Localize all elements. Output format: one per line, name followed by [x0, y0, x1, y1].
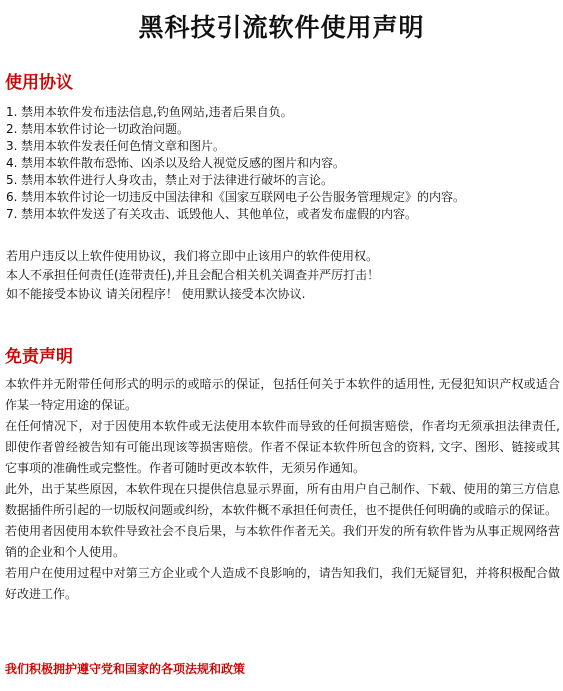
disclaimer-paragraph: 此外，出于某些原因，本软件现在只提供信息显示界面，所有由用户自己制作、下载、使用的第三方信息数据插件所引起的一切版权问题或纠纷，本软件概不承担任何责任，也不提供任何明确的或暗示的保证。 — [5, 482, 560, 517]
list-item-text: 禁用本软件讨论一切违反中国法律和《国家互联网电子公告服务管理规定》的内容。 — [21, 190, 466, 204]
disclaimer-paragraph: 本软件并无附带任何形式的明示的或暗示的保证，包括任何关于本软件的适用性, 无侵犯知识产权或适合作某一特定用途的保证。 — [5, 377, 560, 412]
list-item — [6, 172, 558, 189]
disclaimer-body — [5, 374, 560, 605]
disclaimer-paragraph: 若用户在使用过程中对第三方企业或个人造成不良影响的，请告知我们，我们无疑冒犯，并将积极配合做好改进工作。 — [5, 566, 560, 601]
list-item-text: 禁用本软件发表任何色情文章和图片。 — [21, 139, 226, 153]
list-item — [6, 138, 558, 155]
list-item — [6, 155, 558, 172]
list-item-number: 3. — [6, 139, 18, 153]
list-item — [6, 121, 558, 138]
list-item-text: 禁用本软件发送了有关攻击、诋毁他人、其他单位，或者发布虚假的内容。 — [21, 207, 418, 221]
usage-agreement-heading: 使用协议 — [5, 73, 73, 93]
list-item — [6, 189, 558, 206]
list-item-number: 2. — [6, 122, 18, 136]
list-item-number: 6. — [6, 190, 18, 204]
list-item-text: 禁用本软件散布恐怖、凶杀以及给人视觉反感的图片和内容。 — [21, 156, 346, 170]
usage-agreement-list — [6, 104, 558, 223]
disclaimer-paragraph: 在任何情况下，对于因使用本软件或无法使用本软件而导致的任何损害赔偿，作者均无须承担法律责任, 即使作者曾经被告知有可能出现该等损害赔偿。作者不保证本软件所包含的资料, 文字、图形、链接或其它事项的准确性或完整性。作者可随时更改本软件，无须另作通知。 — [5, 419, 560, 475]
page-title: 黑科技引流软件使用声明 — [138, 13, 425, 42]
list-item — [6, 206, 558, 223]
acceptance-note: 如不能接受本协议 请关闭程序！ 使用默认接受本次协议. — [6, 287, 306, 301]
list-item-number: 5. — [6, 173, 18, 187]
list-item-text: 禁用本软件讨论一切政治问题。 — [21, 122, 190, 136]
footer-policy-note: 我们积极拥护遵守党和国家的各项法规和政策 — [5, 662, 246, 676]
list-item-number: 7. — [6, 207, 18, 221]
disclaimer-heading: 免责声明 — [5, 347, 73, 367]
list-item — [6, 104, 558, 121]
list-item-text: 禁用本软件发布违法信息,钓鱼网站,违者后果自负。 — [21, 105, 293, 119]
list-item-number: 4. — [6, 156, 18, 170]
list-item-text: 禁用本软件进行人身攻击，禁止对于法律进行破坏的言论。 — [21, 173, 334, 187]
violation-note: 若用户违反以上软件使用协议，我们将立即中止该用户的软件使用权。 — [6, 249, 379, 263]
usage-agreement-notes — [6, 247, 558, 304]
liability-note: 本人不承担任何责任(连带责任),并且会配合相关机关调查并严厉打击！ — [6, 268, 380, 282]
list-item-number: 1. — [6, 105, 18, 119]
disclaimer-paragraph: 若使用者因使用本软件导致社会不良后果，与本软件作者无关。我们开发的所有软件皆为从事正规网络营销的企业和个人使用。 — [5, 524, 560, 559]
